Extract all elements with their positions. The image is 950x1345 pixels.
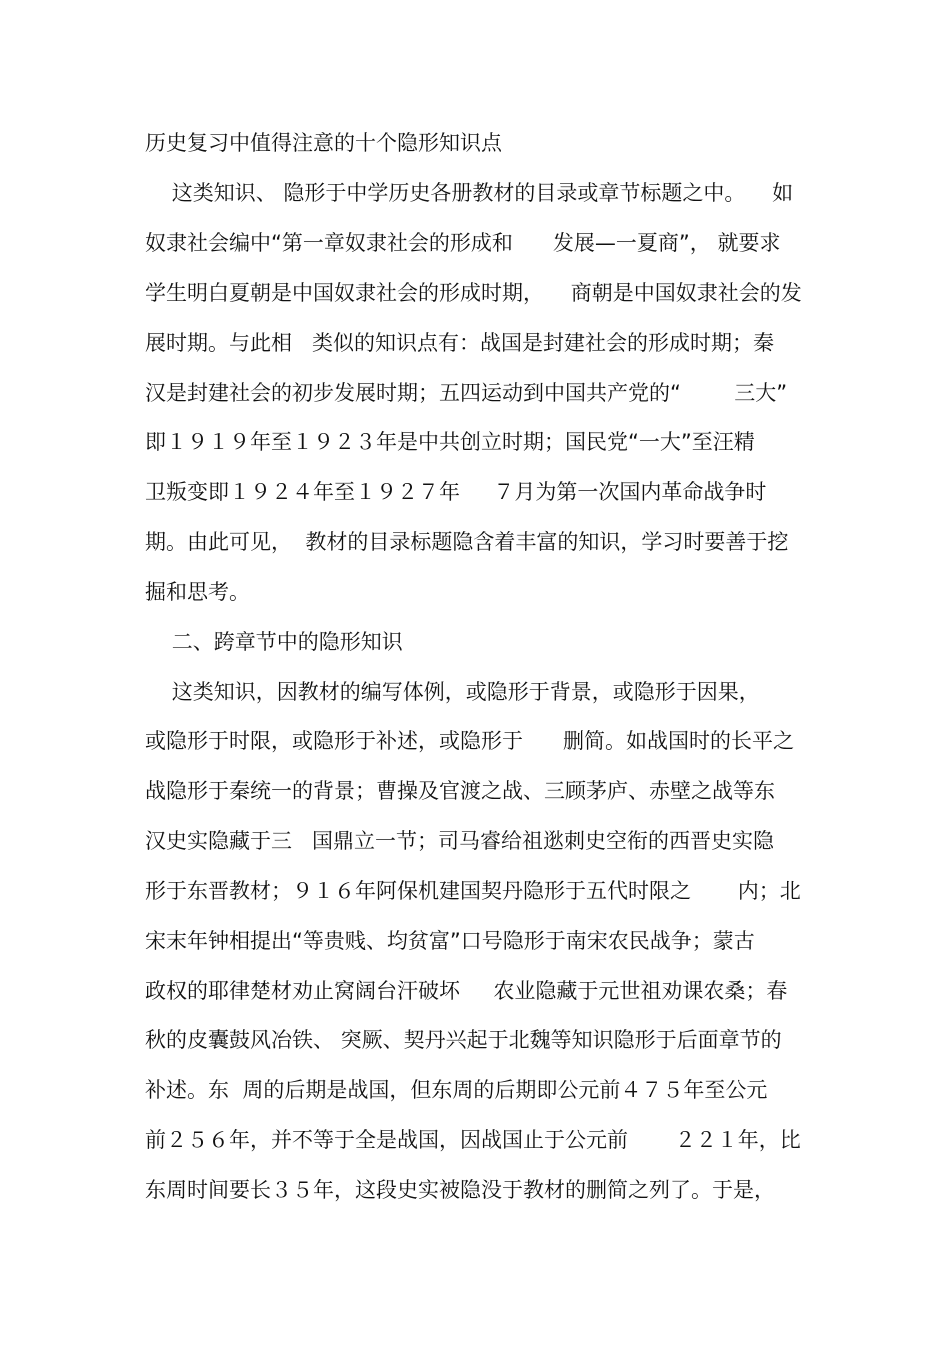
section-heading: 二、跨章节中的隐形知识 [145,630,403,654]
text-line: 秋的皮囊鼓风冶铁、 突厥、契丹兴起于北魏等知识隐形于后面章节的 [145,1028,782,1052]
text-line: 东周时间要长３５年，这段史实被隐没于教材的删简之列了。于是， [145,1178,775,1202]
text-line: 即１９１９年至１９２３年是中共创立时期；国民党“一大”至汪精 [145,430,755,454]
text-line: 形于东晋教材；９１６年阿保机建国契丹隐形于五代时限之 内；北 [145,879,801,903]
text-line: 汉史实隐藏于三 国鼎立一节；司马睿给祖逖刺史空衔的西晋史实隐 [145,829,775,853]
document-title: 历史复习中值得注意的十个隐形知识点 [145,131,502,155]
text-line: 这类知识、 隐形于中学历史各册教材的目录或章节标题之中。 如 [145,181,794,205]
text-line: 汉是封建社会的初步发展时期；五四运动到中国共产党的“ 三大” [145,381,788,405]
text-line: 战隐形于秦统一的背景；曹操及官渡之战、三顾茅庐、赤壁之战等东 [145,779,775,803]
text-line: 政权的耶律楚材劝止窝阔台汗破坏 农业隐藏于元世祖劝课农桑；春 [145,979,788,1003]
text-line: 或隐形于时限，或隐形于补述，或隐形于 删简。如战国时的长平之 [145,729,795,753]
text-line: 宋末年钟相提出“等贵贱、均贫富”口号隐形于南宋农民战争；蒙古 [145,929,755,953]
text-line: 卫叛变即１９２４年至１９２７年 ７月为第一次国内革命战争时 [145,480,767,504]
text-line: 这类知识，因教材的编写体例，或隐形于背景，或隐形于因果， [145,680,760,704]
text-line: 掘和思考。 [145,580,250,604]
text-line: 展时期。与此相 类似的知识点有：战国是封建社会的形成时期；秦 [145,331,775,355]
text-line: 前２５６年，并不等于全是战国，因战国止于公元前 ２２１年，比 [145,1128,801,1152]
text-line: 学生明白夏朝是中国奴隶社会的形成时期， 商朝是中国奴隶社会的发 [145,281,802,305]
text-line: 期。由此可见， 教材的目录标题隐含着丰富的知识，学习时要善于挖 [145,530,789,554]
text-line: 奴隶社会编中“第一章奴隶社会的形成和 发展—一夏商”， 就要求 [145,231,781,255]
text-line: 补述。东 周的后期是战国，但东周的后期即公元前４７５年至公元 [145,1078,768,1102]
